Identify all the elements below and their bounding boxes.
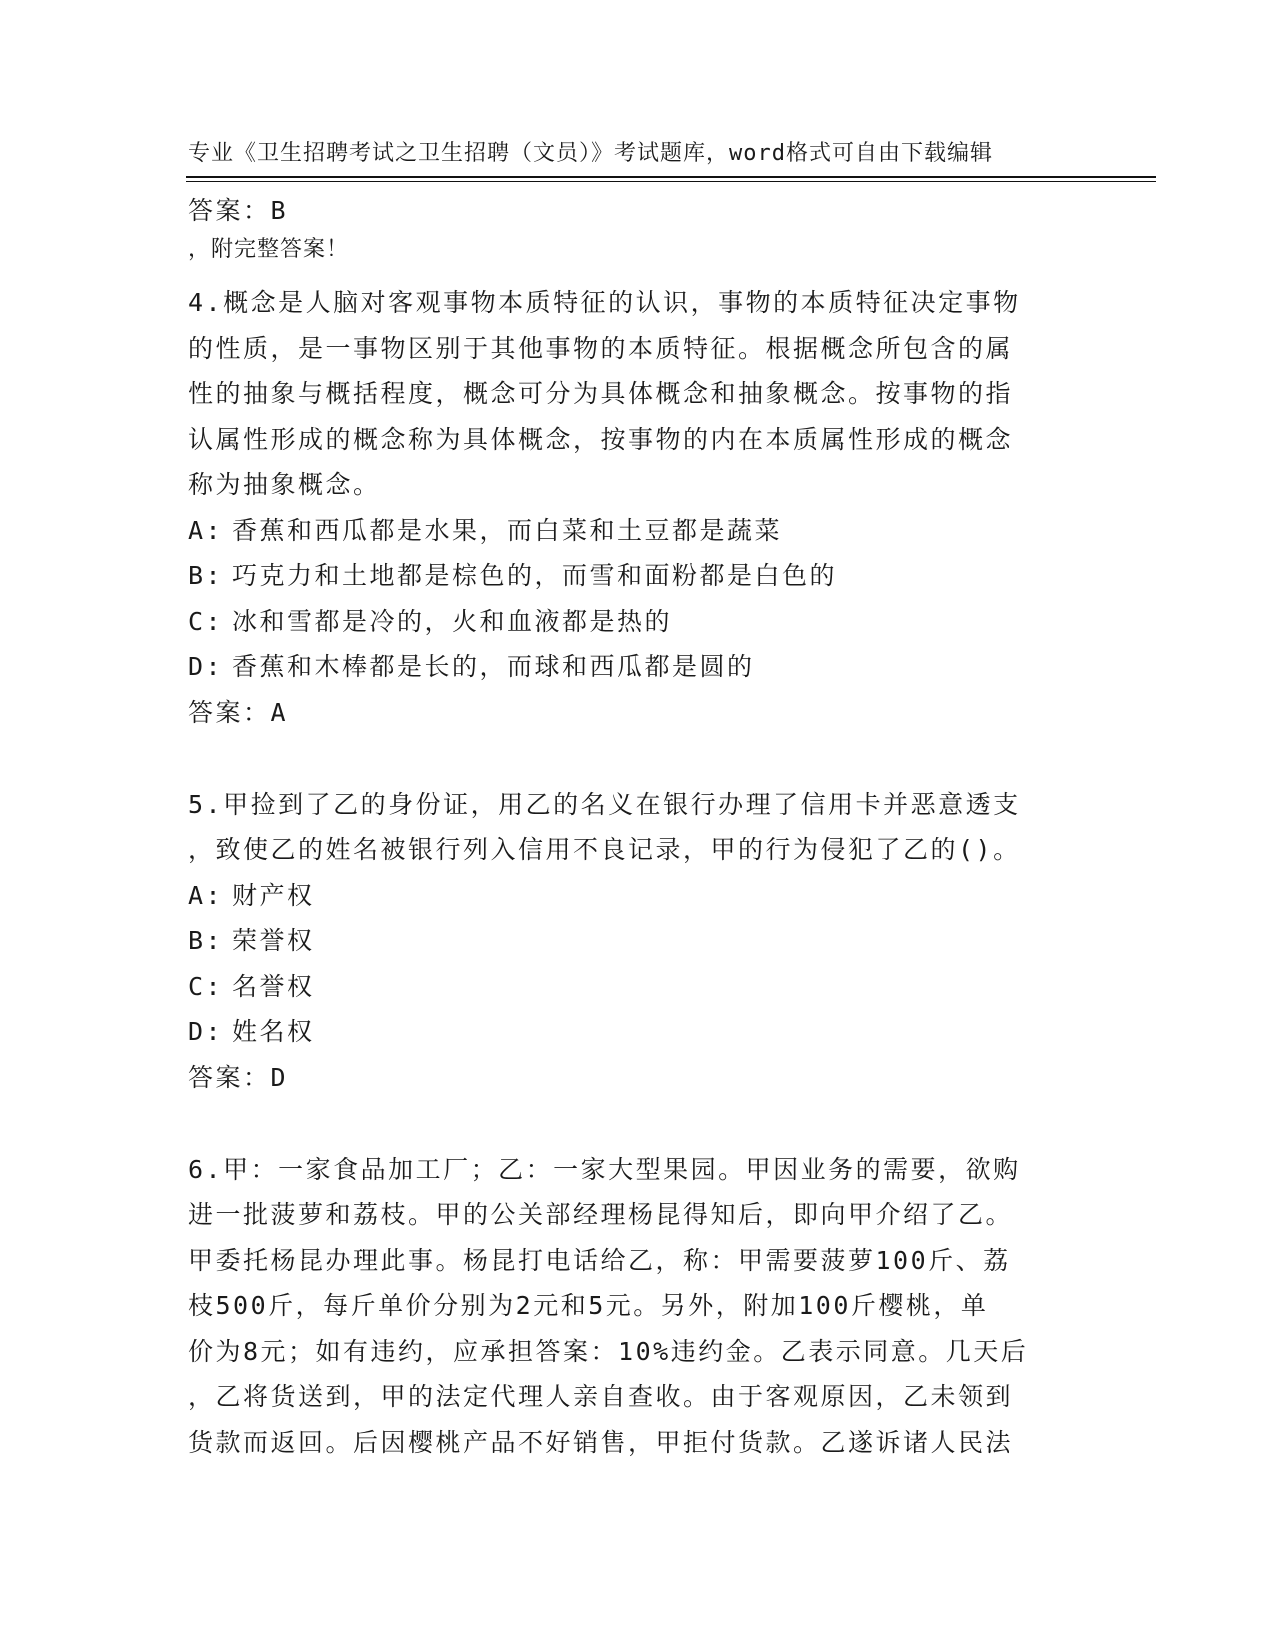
- question-6-stem-line: 货款而返回。后因樱桃产品不好销售，甲拒付货款。乙遂诉诸人民法: [188, 1427, 1014, 1457]
- question-5-answer: 答案：D: [188, 1062, 289, 1092]
- answer-previous: 答案：B: [188, 196, 289, 225]
- question-4: [188, 280, 1088, 736]
- question-4-stem-line: 4.概念是人脑对客观事物本质特征的认识，事物的本质特征决定事物: [188, 288, 1021, 317]
- option-text: 冰和雪都是冷的，火和血液都是热的: [232, 606, 673, 636]
- option-text: 财产权: [232, 880, 315, 910]
- question-4-stem-line: 的性质，是一事物区别于其他事物的本质特征。根据概念所包含的属: [188, 333, 1014, 363]
- question-5-stem-line: ，致使乙的姓名被银行列入信用不良记录，甲的行为侵犯了乙的()。: [188, 835, 1021, 864]
- option-letter: D:: [188, 652, 224, 681]
- option-letter: D:: [188, 1017, 224, 1046]
- option-letter: B:: [188, 926, 224, 955]
- question-4-stem-line: 称为抽象概念。: [188, 470, 381, 499]
- question-6-stem-line: 6.甲：一家食品加工厂；乙：一家大型果园。甲因业务的需要，欲购: [188, 1154, 1021, 1184]
- question-5-stem-line: 5.甲捡到了乙的身份证，用乙的名义在银行办理了信用卡并恶意透支: [188, 789, 1021, 819]
- option-letter: C:: [188, 606, 224, 636]
- question-6-stem-line: 价为8元；如有违约，应承担答案：10%违约金。乙表示同意。几天后: [188, 1336, 1029, 1366]
- question-6-stem-line: 枝500斤，每斤单价分别为2元和5元。另外，附加100斤樱桃，单: [188, 1291, 989, 1320]
- option-text: 荣誉权: [232, 926, 315, 955]
- question-4-stem-line: 性的抽象与概括程度，概念可分为具体概念和抽象概念。按事物的指: [188, 379, 1014, 408]
- document-body: [188, 188, 1088, 1465]
- question-5-option-c: [188, 964, 1088, 1010]
- option-letter: C:: [188, 971, 224, 1001]
- question-5-option-a: [188, 873, 1088, 919]
- option-letter: B:: [188, 561, 224, 590]
- header-line-2: ，附完整答案！: [188, 237, 350, 262]
- question-5-option-d: [188, 1009, 1088, 1055]
- question-4-option-a: [188, 508, 1088, 554]
- option-text: 巧克力和土地都是棕色的，而雪和面粉都是白色的: [232, 561, 838, 590]
- spacer: [188, 1101, 1088, 1147]
- question-6-stem-line: ，乙将货送到，甲的法定代理人亲自查收。由于客观原因，乙未领到: [188, 1382, 1014, 1411]
- question-5-option-b: [188, 918, 1088, 964]
- question-4-stem-line: 认属性形成的概念称为具体概念，按事物的内在本质属性形成的概念: [188, 424, 1014, 454]
- spacer: [188, 736, 1088, 782]
- question-4-answer: 答案：A: [188, 697, 289, 727]
- option-letter: A:: [188, 880, 224, 910]
- option-text: 香蕉和木棒都是长的，而球和西瓜都是圆的: [232, 652, 755, 681]
- option-text: 姓名权: [232, 1017, 315, 1046]
- option-text: 名誉权: [232, 971, 315, 1001]
- question-6-stem-line: 甲委托杨昆办理此事。杨昆打电话给乙，称：甲需要菠萝100斤、荔: [188, 1245, 1011, 1275]
- question-6: [188, 1147, 1088, 1466]
- question-4-option-d: [188, 644, 1088, 690]
- question-6-stem-line: 进一批菠萝和荔枝。甲的公关部经理杨昆得知后，即向甲介绍了乙。: [188, 1200, 1014, 1229]
- question-4-option-b: [188, 553, 1088, 599]
- option-text: 香蕉和西瓜都是水果，而白菜和土豆都是蔬菜: [232, 515, 783, 545]
- question-4-option-c: [188, 599, 1088, 645]
- header-line-1: 专业《卫生招聘考试之卫生招聘（文员）》考试题库，word格式可自由下载编辑: [188, 141, 993, 166]
- header-divider-thin: [186, 181, 1156, 182]
- option-letter: A:: [188, 515, 224, 545]
- question-5: [188, 782, 1088, 1101]
- spacer: [188, 234, 1088, 280]
- header-divider-thick: [186, 176, 1156, 178]
